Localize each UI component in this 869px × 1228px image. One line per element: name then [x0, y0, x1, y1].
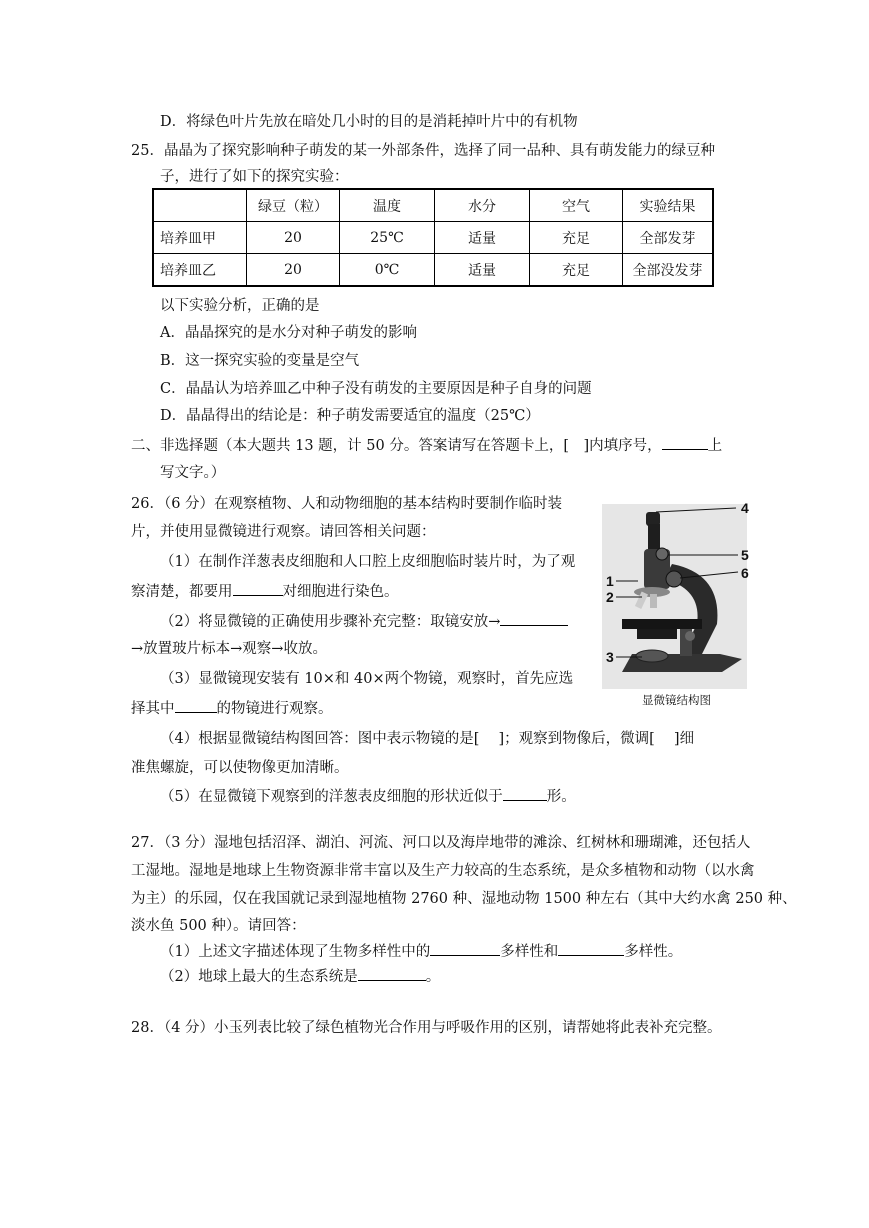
q25-stem-line1: 25．晶晶为了探究影响种子萌发的某一外部条件，选择了同一品种、具有萌发能力的绿豆种 — [131, 143, 715, 159]
q25-option-a: A．晶晶探究的是水分对种子萌发的影响 — [160, 325, 417, 341]
q24-option-d: D．将绿色叶片先放在暗处几小时的目的是消耗掉叶片中的有机物 — [160, 114, 578, 130]
section2-heading-text: 二、非选择题（本大题共 13 题，计 50 分。答案请写在答题卡上，[ ]内填序号， — [131, 438, 662, 454]
answer-blank — [503, 786, 547, 801]
answer-blank — [233, 581, 283, 596]
table-header-cell: 温度 — [340, 189, 435, 222]
q28-stem: 28．（4 分）小玉列表比较了绿色植物光合作用与呼吸作用的区别，请帮她将此表补充完整。 — [131, 1020, 722, 1036]
q26-part1-line1: （1）在制作洋葱表皮细胞和人口腔上皮细胞临时装片时，为了观 — [160, 554, 576, 570]
table-header-cell — [153, 189, 247, 222]
answer-blank — [358, 966, 426, 981]
answer-blank — [662, 435, 708, 450]
q27-part2-text-a: （2）地球上最大的生态系统是 — [160, 969, 358, 985]
table-header-cell: 空气 — [530, 189, 623, 222]
q27-part1-text-a: （1）上述文字描述体现了生物多样性中的 — [160, 944, 431, 960]
q26-stem-line1: 26．（6 分）在观察植物、人和动物细胞的基本结构时要制作临时装 — [131, 496, 563, 512]
q27-stem-line1: 27．（3 分）湿地包括沼泽、湖泊、河流、河口以及海岸地带的滩涂、红树林和珊瑚滩，还包括人 — [131, 835, 751, 851]
table-header-cell: 绿豆（粒） — [247, 189, 340, 222]
q26-part5-text-b: 形。 — [546, 789, 576, 805]
experiment-table — [152, 188, 714, 287]
q26-part3-line1: （3）显微镜现安装有 10×和 40×两个物镜，观察时，首先应选 — [160, 671, 574, 687]
table-cell: 适量 — [435, 222, 530, 254]
table-cell: 适量 — [435, 254, 530, 287]
answer-blank — [175, 698, 217, 713]
figure-label-3: 3 — [606, 649, 614, 665]
q26-part1-line2 — [131, 581, 399, 602]
q27-stem-line3: 为主）的乐园，仅在我国就记录到湿地植物 2760 种、湿地动物 1500 种左右（其中大约水禽 250 种、 — [131, 891, 797, 907]
figure-label-5: 5 — [741, 547, 749, 563]
table-cell: 全部发芽 — [623, 222, 714, 254]
q27-stem-line4: 淡水鱼 500 种）。请回答： — [131, 918, 306, 934]
q26-stem-line2: 片，并使用显微镜进行观察。请回答相关问题： — [131, 524, 436, 540]
section2-heading — [131, 435, 722, 456]
q27-part2-text-b: 。 — [425, 969, 441, 985]
q27-part1 — [160, 941, 682, 962]
q27-part2 — [160, 966, 440, 987]
figure-label-2: 2 — [606, 589, 614, 605]
table-cell: 全部没发芽 — [623, 254, 714, 287]
q26-part2-line1 — [160, 611, 568, 632]
q26-part3-text-a: 择其中 — [131, 701, 175, 717]
q25-stem-line2: 子，进行了如下的探究实验： — [160, 169, 349, 185]
q25-prompt: 以下实验分析，正确的是 — [160, 298, 320, 314]
q26-part2-line2: →放置玻片标本→观察→收放。 — [131, 641, 327, 657]
answer-blank — [558, 941, 624, 956]
table-cell: 培养皿乙 — [153, 254, 247, 287]
table-cell: 充足 — [530, 222, 623, 254]
figure-label-6: 6 — [741, 565, 749, 581]
q26-part1-text-b: 对细胞进行染色。 — [282, 584, 399, 600]
figure-label-4: 4 — [741, 500, 749, 516]
figure-caption: 显微镜结构图 — [642, 695, 711, 707]
table-cell: 0℃ — [340, 254, 435, 287]
table-cell: 20 — [247, 222, 340, 254]
figure-label-1: 1 — [606, 573, 614, 589]
q26-part5-text-a: （5）在显微镜下观察到的洋葱表皮细胞的形状近似于 — [160, 789, 503, 805]
answer-blank — [500, 611, 568, 626]
q26-part4-line1: （4）根据显微镜结构图回答：图中表示物镜的是[ ]；观察到物像后，微调[ ]细 — [160, 731, 695, 747]
microscope-figure — [600, 500, 760, 710]
q25-option-b: B．这一探究实验的变量是空气 — [160, 353, 360, 369]
q27-part1-text-b: 多样性和 — [500, 944, 559, 960]
section2-heading-end: 上 — [707, 438, 723, 454]
answer-blank — [430, 941, 500, 956]
table-cell: 培养皿甲 — [153, 222, 247, 254]
q27-stem-line2: 工湿地。湿地是地球上生物资源非常丰富以及生产力较高的生态系统，是众多植物和动物（以水禽 — [131, 863, 755, 879]
table-header-row — [153, 189, 713, 222]
q26-part3-text-b: 的物镜进行观察。 — [216, 701, 333, 717]
q26-part3-line2 — [131, 698, 333, 719]
q26-part5 — [160, 786, 576, 807]
q27-part1-text-c: 多样性。 — [624, 944, 683, 960]
q26-part4-line2: 准焦螺旋，可以使物像更加清晰。 — [131, 760, 349, 776]
table-cell: 20 — [247, 254, 340, 287]
q25-option-c: C．晶晶认为培养皿乙中种子没有萌发的主要原因是种子自身的问题 — [160, 381, 592, 397]
q26-part1-text-a: 察清楚，都要用 — [131, 584, 233, 600]
q25-option-d: D．晶晶得出的结论是：种子萌发需要适宜的温度（25℃） — [160, 408, 540, 424]
table-row — [153, 254, 713, 287]
q26-part2-text: （2）将显微镜的正确使用步骤补充完整：取镜安放→ — [160, 614, 501, 630]
table-cell: 充足 — [530, 254, 623, 287]
table-header-cell: 实验结果 — [623, 189, 714, 222]
table-header-cell: 水分 — [435, 189, 530, 222]
table-cell: 25℃ — [340, 222, 435, 254]
table-row — [153, 222, 713, 254]
section2-heading-line2: 写文字。） — [160, 465, 226, 481]
figure-leader-lines — [600, 500, 760, 670]
